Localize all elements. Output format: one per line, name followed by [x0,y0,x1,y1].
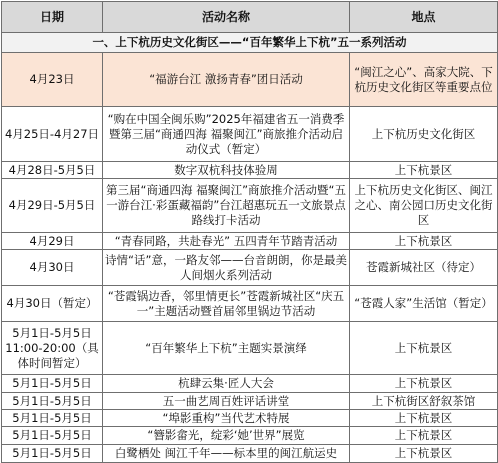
cell-activity: “百年繁华上下杭”主题实景演绎 [103,322,350,375]
cell-date: 4月30日（暂定） [2,286,103,322]
table-row [2,250,498,286]
cell-date: 5月1日-5月5日 [2,375,103,393]
table-row [2,53,498,107]
cell-location: “苍霞人家”生活馆（暂定） [350,286,498,322]
cell-location: 苍霞新城社区（待定） [350,250,498,286]
cell-activity: “簪影畲光，绽彩‘她’世界”展览 [103,427,350,445]
table-row [2,393,498,410]
cell-date: 5月1日-5月5日 [2,410,103,427]
table-row [2,427,498,445]
cell-activity: “福游台江 激扬青春”团日活动 [103,53,350,107]
cell-activity: 白鹭栖处 闽江千年——标本里的闽江航运史 [103,445,350,463]
section-title: 一、上下杭历史文化街区——“百年繁华上下杭”五一系列活动 [2,33,498,53]
cell-date: 4月30日 [2,250,103,286]
cell-activity: 第三届“商通四海 福聚闽江”商旅推介活动暨“五一游台江·彩蛋藏福韵”台江超惠玩五一文旅景点路线打卡活动 [103,179,350,233]
table-row [2,322,498,375]
cell-location: 上下杭景区 [350,375,498,393]
table-row [2,410,498,427]
cell-date: 4月28日-5月5日 [2,162,103,179]
cell-activity: “购在中国全闽乐购”2025年福建省五一消费季暨第三届“商通四海 福聚闽江”商旅推介活动启动仪式（暂定） [103,107,350,162]
cell-location: 上下杭景区 [350,410,498,427]
header-date: 日期 [2,2,103,33]
cell-date: 5月1日-5月5日 [2,393,103,410]
table-header-row [2,2,498,33]
cell-activity: 诗情“话”意，一路友邻——台音朗朗，你是最美人间烟火系列活动 [103,250,350,286]
cell-location: 上下杭历史文化街区、闽江之心、南公园口历史文化街区 [350,179,498,233]
cell-date: 5月1日-5月5日 11:00-20:00（具体时间暂定） [2,322,103,375]
cell-date: 4月23日 [2,53,103,107]
cell-activity: “苍霞锅边香，邻里情更长”苍霞新城社区“庆五一”主题活动暨首届邻里锅边节活动 [103,286,350,322]
table-row [2,179,498,233]
cell-date: 4月29日 [2,233,103,250]
header-location: 地点 [350,2,498,33]
table-row [2,233,498,250]
cell-date: 4月25日-4月27日 [2,107,103,162]
cell-location: “闽江之心”、高家大院、下杭历史文化街区等重要点位 [350,53,498,107]
cell-activity: 杭肆云集·匠人大会 [103,375,350,393]
cell-location: 上下杭景区 [350,445,498,463]
cell-activity: “青春同路，共赴春光” 五四青年节踏青活动 [103,233,350,250]
cell-date: 5月1日-5月5日 [2,445,103,463]
header-activity: 活动名称 [103,2,350,33]
cell-activity: “埠影重构”当代艺术特展 [103,410,350,427]
cell-location: 上下杭景区 [350,322,498,375]
section-row [2,33,498,53]
cell-location: 上下杭街区舒叙茶馆 [350,393,498,410]
table-row [2,107,498,162]
cell-date: 4月29日-5月5日 [2,179,103,233]
events-table [1,1,498,463]
cell-activity: 五一曲艺周百姓评话讲堂 [103,393,350,410]
table-row [2,375,498,393]
cell-location: 上下杭景区 [350,427,498,445]
cell-location: 上下杭历史文化街区 [350,107,498,162]
table-row [2,445,498,463]
table-row [2,162,498,179]
cell-location: 上下杭景区 [350,233,498,250]
cell-date: 5月1日-5月5日 [2,427,103,445]
table-row [2,286,498,322]
cell-location: 上下杭景区 [350,162,498,179]
cell-activity: 数字双杭科技体验周 [103,162,350,179]
